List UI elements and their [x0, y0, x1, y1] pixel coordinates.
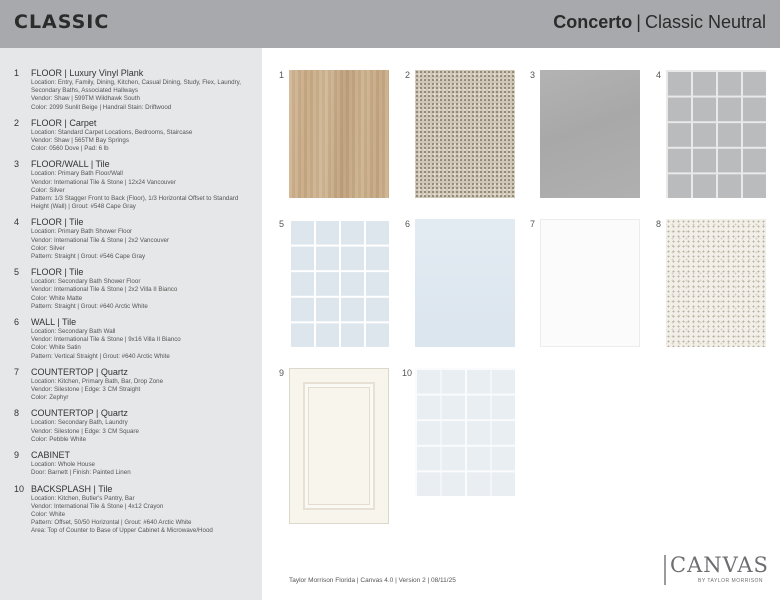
selection-detail: Vendor: Silestone | Edge: 3 CM Square — [31, 427, 139, 435]
selection-item — [0, 317, 262, 361]
selection-detail: Color: White — [31, 510, 66, 518]
canvas-logo — [664, 553, 769, 587]
selection-detail: Color: Zephyr — [31, 394, 69, 402]
selection-detail: Location: Kitchen, Butler's Pantry, Bar — [31, 494, 135, 502]
swatch-number: 8 — [656, 219, 662, 229]
selection-detail: Pattern: Vertical Straight | Grout: #640 Arctic White — [31, 352, 170, 360]
swatch-number: 2 — [405, 70, 411, 80]
selection-item — [0, 267, 262, 311]
swatch-number: 10 — [402, 368, 413, 378]
selection-number: 10 — [14, 483, 25, 494]
selection-item — [0, 450, 262, 477]
selection-heading: CABINET — [31, 450, 71, 461]
selection-item — [0, 159, 262, 211]
selection-detail: Pattern: Straight | Grout: #640 Arctic White — [31, 302, 148, 310]
cabinet-door-panel — [303, 382, 375, 510]
swatch-number: 5 — [279, 219, 285, 229]
selection-detail: Area: Top of Counter to Base of Upper Cabinet & Microwave/Hood — [31, 527, 213, 535]
swatch-number: 6 — [405, 219, 411, 229]
selection-heading: COUNTERTOP | Quartz — [31, 366, 128, 377]
selection-detail: Location: Standard Carpet Locations, Bedrooms, Staircase — [31, 128, 193, 136]
selection-detail: Color: 0560 Dove | Pad: 6 lb — [31, 145, 109, 153]
selection-number: 5 — [14, 267, 20, 278]
subway-offset-lines — [415, 368, 515, 496]
selection-detail: Color: White Matte — [31, 294, 83, 302]
selection-detail: Vendor: International Tile & Stone | 12x24 Vancouver — [31, 178, 176, 186]
selection-item — [0, 367, 262, 403]
selection-detail: Vendor: Shaw | 599TM Wildhawk South — [31, 95, 140, 103]
swatch-quartz — [666, 219, 766, 347]
selection-detail: Color: White Satin — [31, 344, 81, 352]
selection-number: 6 — [14, 317, 20, 328]
selection-number: 2 — [14, 117, 20, 128]
swatch-mosaic-tile — [666, 70, 766, 198]
selection-detail: Location: Kitchen, Primary Bath, Bar, Drop Zone — [31, 377, 164, 385]
swatch-subway-tile — [415, 368, 515, 496]
selection-detail: Location: Secondary Bath Wall — [31, 328, 116, 336]
title-separator: | — [636, 12, 641, 32]
selection-heading: BACKSPLASH | Tile — [31, 483, 113, 494]
swatch-number: 1 — [279, 70, 285, 80]
selection-detail: Vendor: International Tile & Stone | 2x2 Vancouver — [31, 236, 170, 244]
selection-detail: Pattern: Straight | Grout: #546 Cape Gray — [31, 253, 146, 261]
scheme-name: Classic Neutral — [644, 12, 766, 32]
selection-detail: Color: Silver — [31, 244, 65, 252]
selection-item — [0, 68, 262, 112]
selection-detail: Location: Entry, Family, Dining, Kitchen, Casual Dining, Study, Flex, Laundry, Secondary Baths, Associated Hallways — [31, 79, 242, 95]
selection-detail: Vendor: International Tile & Stone | 2x2 Villa II Bianco — [31, 286, 178, 294]
selection-detail: Pattern: Offset, 50/50 Horizontal | Grout: #640 Arctic White — [31, 519, 192, 527]
selection-heading: FLOOR | Luxury Vinyl Plank — [31, 68, 144, 78]
collection-name: Concerto — [553, 12, 633, 32]
selection-heading: FLOOR | Tile — [31, 217, 84, 228]
footer-text: Taylor Morrison Florida | Canvas 4.0 | Version 2 | 08/11/25 — [289, 577, 456, 584]
swatch-number: 4 — [656, 70, 662, 80]
selection-heading: FLOOR | Tile — [31, 267, 84, 278]
selection-number: 3 — [14, 159, 20, 170]
selection-detail: Vendor: Silestone | Edge: 3 CM Straight — [31, 386, 141, 394]
swatch-number: 7 — [530, 219, 536, 229]
selection-item — [0, 484, 262, 536]
selection-detail: Pattern: 1/3 Stagger Front to Back (Floor), 1/3 Horizontal Offset to Standard Height (Wall) | Grout: #548 Cape Gray — [31, 195, 239, 211]
selection-number: 1 — [14, 68, 20, 78]
swatch-number: 9 — [279, 368, 285, 378]
selection-heading: WALL | Tile — [31, 317, 77, 328]
collection-title — [553, 12, 766, 33]
swatch-carpet — [415, 70, 515, 198]
selection-detail: Location: Secondary Bath Shower Floor — [31, 278, 141, 286]
selection-number: 9 — [14, 450, 20, 461]
swatch-cabinet-door — [289, 368, 389, 524]
selection-detail: Vendor: International Tile & Stone | 4x12 Crayon — [31, 502, 164, 510]
selection-number: 7 — [14, 366, 20, 377]
selection-detail: Door: Barnett | Finish: Painted Linen — [31, 469, 131, 477]
selection-detail: Vendor: International Tile & Stone | 9x16 Villa II Bianco — [31, 336, 181, 344]
swatch-luxury-vinyl-plank — [289, 70, 389, 198]
selection-detail: Color: Silver — [31, 186, 65, 194]
selection-heading: FLOOR/WALL | Tile — [31, 159, 110, 170]
selection-detail: Location: Primary Bath Floor/Wall — [31, 170, 123, 178]
selection-heading: COUNTERTOP | Quartz — [31, 408, 128, 419]
selection-detail: Color: 2099 Sunlit Beige | Handrail Stain: Driftwood — [31, 103, 172, 111]
swatch-quartz — [540, 219, 640, 347]
selection-detail: Vendor: Shaw | 565TM Bay Springs — [31, 137, 129, 145]
selection-item — [0, 217, 262, 261]
logo-tagline: BY TAYLOR MORRISON — [698, 578, 764, 584]
logo-word: CANVAS — [670, 553, 769, 577]
selection-heading: FLOOR | Carpet — [31, 117, 97, 128]
swatch-mosaic-tile — [289, 219, 389, 347]
selection-detail: Color: Pebble White — [31, 435, 87, 443]
selection-item — [0, 118, 262, 154]
selection-number: 4 — [14, 217, 20, 228]
selection-number: 8 — [14, 408, 20, 419]
brand-title: CLASSIC — [14, 11, 110, 33]
swatch-wall-tile — [415, 219, 515, 347]
logo-bar — [664, 555, 666, 585]
swatch-large-format-tile — [540, 70, 640, 198]
selections-sidebar — [0, 48, 262, 600]
selection-detail: Location: Whole House — [31, 461, 95, 469]
selection-detail: Location: Primary Bath Shower Floor — [31, 228, 133, 236]
selection-detail: Location: Secondary Bath, Laundry — [31, 419, 128, 427]
selection-item — [0, 408, 262, 444]
swatch-number: 3 — [530, 70, 536, 80]
header-bar — [0, 0, 780, 48]
